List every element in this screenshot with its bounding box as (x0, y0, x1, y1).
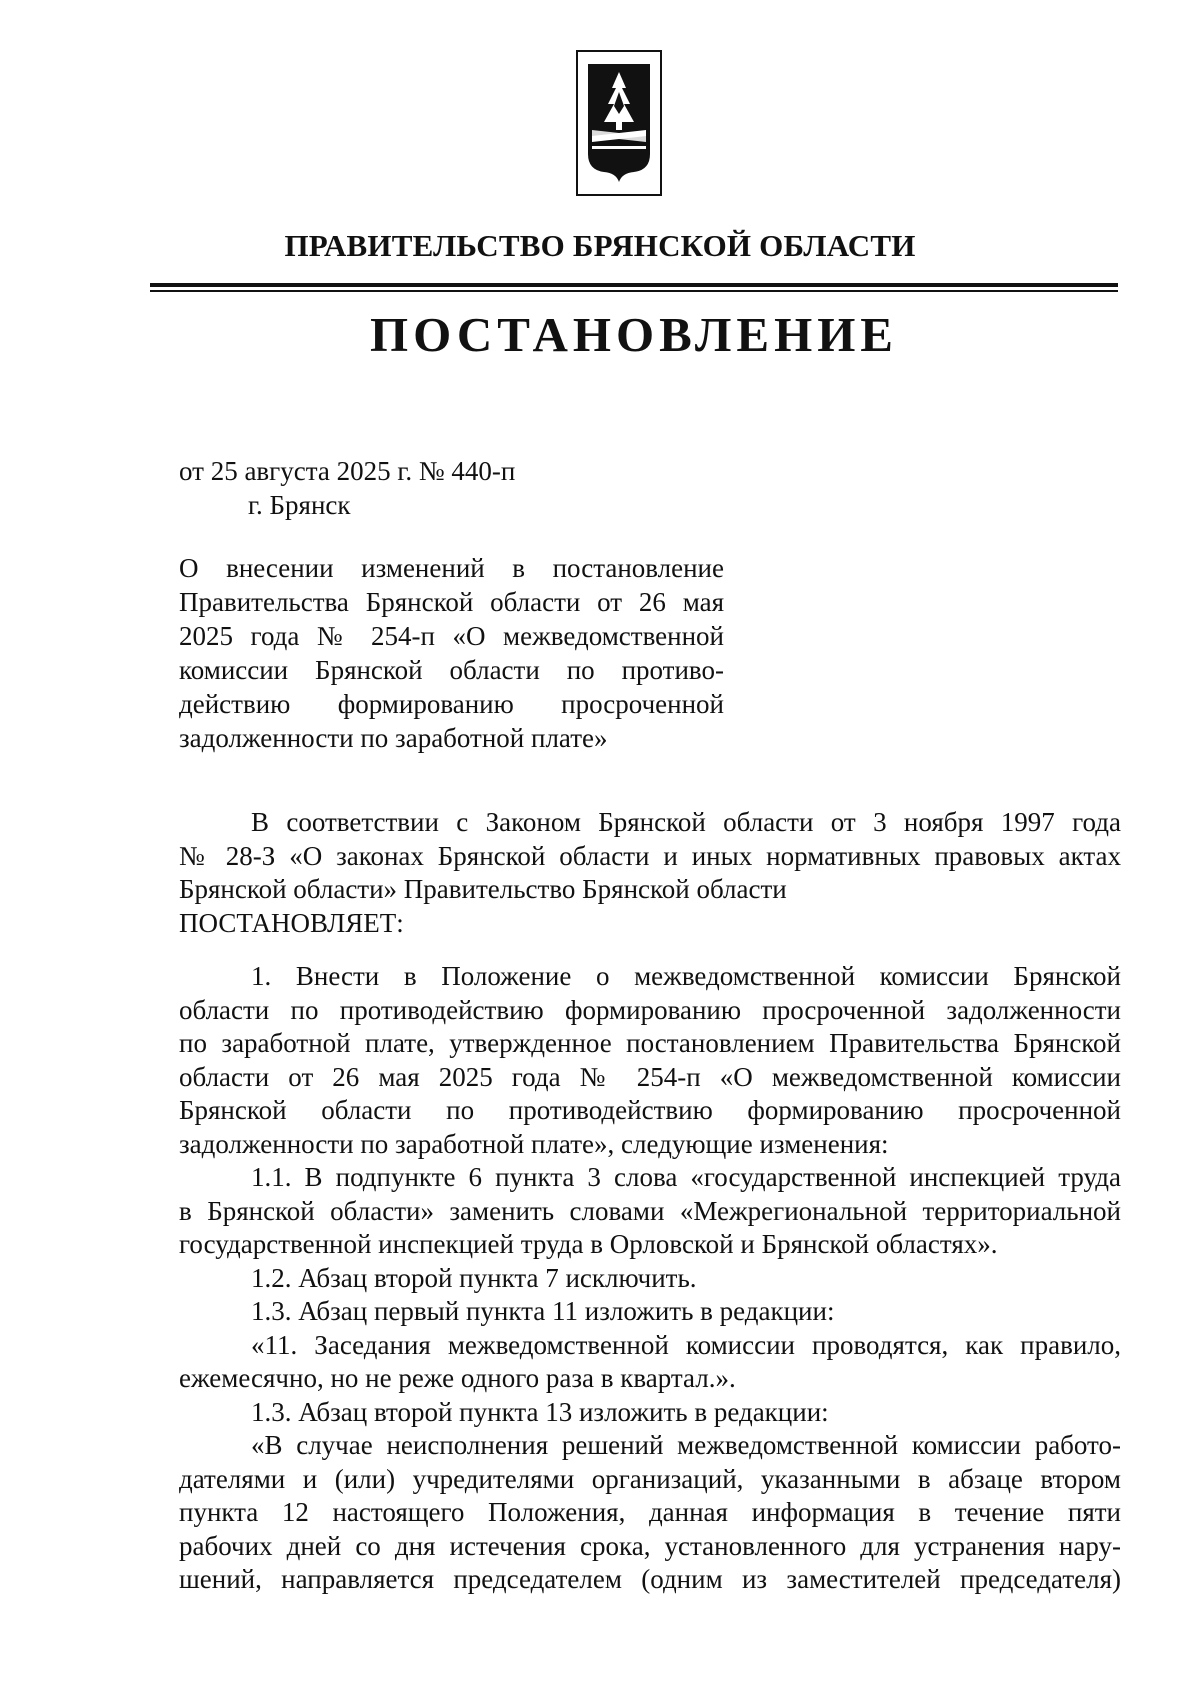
clause-line: дателями и (или) учредителями организаций, указанными в абзаце втором (179, 1463, 1121, 1494)
clause-line: пункта 12 настоящего Положения, данная информация в течение пяти (179, 1497, 1121, 1527)
header-rule-thick (150, 283, 1118, 287)
clause-line: «В случае неисполнения решений межведомственной комиссии работо- (251, 1430, 1121, 1460)
clause-line: Брянской области по противодействию формированию просроченной (179, 1095, 1121, 1125)
clause-line: рабочих дней со дня истечения срока, установленного для устранения нару- (179, 1530, 1121, 1561)
clause-line: по заработной плате, утвержденное постановлением Правительства Брянской (179, 1028, 1121, 1058)
clause-quote-11 (179, 1329, 1121, 1396)
clause-line: 1.3. Абзац первый пункта 11 изложить в редакции: (251, 1296, 835, 1326)
clause-line: ежемесячно, но не реже одного раза в квартал.». (179, 1363, 736, 1393)
clause-line: 1.3. Абзац второй пункта 13 изложить в редакции: (251, 1396, 829, 1427)
clause-line: 1.2. Абзац второй пункта 7 исключить. (251, 1262, 697, 1293)
clause-line: в Брянской области» заменить словами «Межрегиональной территориальной (179, 1195, 1121, 1226)
clause-line: области по противодействию формированию просроченной задолженности (179, 994, 1121, 1025)
document-body (179, 806, 1121, 1597)
clause-line: области от 26 мая 2025 года № 254-п «О межведомственной комиссии (179, 1061, 1121, 1092)
clause-line: «11. Заседания межведомственной комиссии проводятся, как правило, (251, 1329, 1121, 1360)
preamble (179, 806, 1121, 940)
clause-line: шений, направляется председателем (одним из заместителей председателя) (179, 1564, 1121, 1594)
clause-line: государственной инспекцией труда в Орловской и Брянской областях». (179, 1229, 998, 1259)
clause-1-1 (179, 1161, 1121, 1262)
preamble-line: Брянской области» Правительство Брянской области (179, 874, 787, 904)
clause-quote-13 (179, 1429, 1121, 1597)
coat-of-arms-icon (576, 50, 662, 196)
clause-1-3-b (179, 1396, 1121, 1430)
preamble-line: № 28-З «О законах Брянской области и иных нормативных правовых актах (179, 840, 1121, 871)
clause-1-2 (179, 1262, 1121, 1296)
resolves-word: ПОСТАНОВЛЯЕТ: (179, 907, 404, 938)
subject-line: 2025 года № 254-п «О межведомственной (179, 621, 724, 651)
clause-line: 1.1. В подпункте 6 пункта 3 слова «государственной инспекцией труда (251, 1162, 1121, 1192)
subject-line: комиссии Брянской области по противо- (179, 655, 724, 685)
document-subject (179, 551, 724, 755)
subject-line: Правительства Брянской области от 26 мая (179, 587, 724, 617)
preamble-line: В соответствии с Законом Брянской области от 3 ноября 1997 года (251, 807, 1121, 837)
header-rule-thin (150, 290, 1118, 292)
document-type-title: ПОСТАНОВЛЕНИЕ (370, 307, 898, 362)
city-line: г. Брянск (248, 490, 351, 520)
clause-line: 1. Внести в Положение о межведомственной комиссии Брянской (251, 961, 1121, 991)
subject-line: О внесении изменений в постановление (179, 553, 724, 583)
subject-line: задолженности по заработной плате» (179, 723, 608, 753)
clause-1 (179, 960, 1121, 1161)
subject-line: действию формированию просроченной (179, 689, 724, 719)
clause-1-3-a (179, 1295, 1121, 1329)
date-and-number: от 25 августа 2025 г. № 440-п (179, 456, 516, 486)
bryansk-coat-of-arms-icon (586, 62, 652, 184)
clause-line: задолженности по заработной плате», следующие изменения: (179, 1128, 889, 1159)
organization-title: ПРАВИТЕЛЬСТВО БРЯНСКОЙ ОБЛАСТИ (284, 228, 916, 263)
